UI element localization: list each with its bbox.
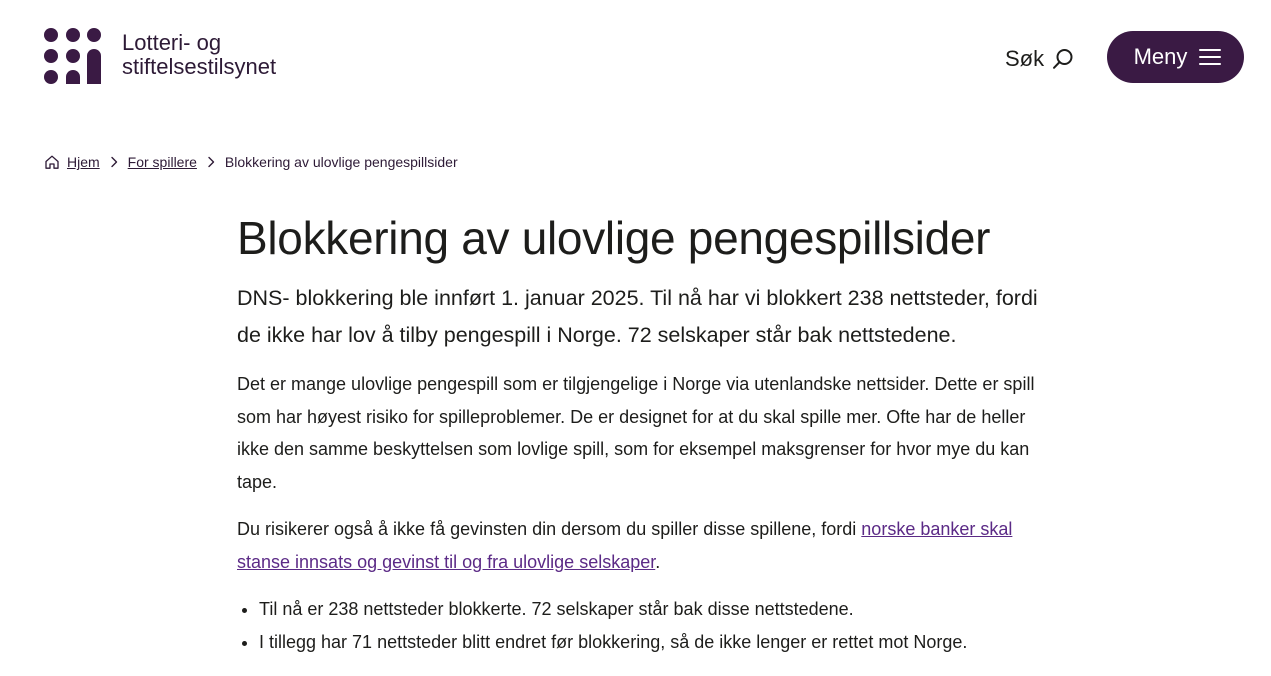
menu-label: Meny	[1133, 44, 1188, 69]
breadcrumb-link-for-spillere[interactable]: For spillere	[127, 154, 197, 170]
menu-button[interactable]	[1107, 31, 1244, 83]
article-paragraph-2	[237, 513, 1057, 578]
logo-wordmark	[122, 31, 276, 79]
breadcrumb-home	[44, 154, 100, 170]
site-header	[0, 0, 1271, 115]
search-icon	[1052, 48, 1074, 70]
article-ingress: DNS- blokkering ble innført 1. januar 2025. Til nå har vi blokkert 238 nettsteder, fordi de ikke har lov å tilby pengespill i Norge. 72 selskaper står bak nettstedene.	[237, 286, 1038, 347]
breadcrumb-current: Blokkering av ulovlige pengespillsider	[224, 154, 458, 170]
site-logo-link[interactable]	[44, 28, 276, 84]
paragraph-2-end: .	[655, 551, 661, 572]
article-paragraph-1: Det er mange ulovlige pengespill som er tilgjengelige i Norge via utenlandske nettsider. Dette er spill som har høyest risiko for spilleproblemer. De er designet for at du skal spille mer. Ofte har de heller ikke den samme beskyttelsen som lovlige spill, som for eksempel maksgrenser for hvor mye du kan tape.	[237, 374, 1035, 492]
banks-stop-bets-link[interactable]: norske banker skal stanse innsats og gevinst til og fra ulovlige selskaper	[237, 519, 1013, 572]
list-item: • Til nå er 238 nettsteder blokkerte. 72 selskaper står bak disse nettstedene.	[259, 593, 1057, 626]
chevron-right-icon	[110, 156, 118, 168]
chevron-right-icon	[207, 156, 215, 168]
breadcrumb	[44, 152, 458, 172]
page-title: Blokkering av ulovlige pengespillsider	[237, 212, 991, 264]
article	[237, 208, 1057, 658]
search-button[interactable]	[1005, 44, 1074, 74]
facts-list	[237, 593, 1057, 658]
paragraph-2-text: Du risikerer også å ikke få gevinsten din dersom du spiller disse spillene, fordi	[237, 519, 862, 539]
breadcrumb-link-home[interactable]: Hjem	[67, 154, 100, 170]
dots-logo-icon	[44, 28, 102, 84]
hamburger-icon	[1199, 48, 1221, 66]
search-label: Søk	[1005, 46, 1045, 71]
list-item: • I tillegg har 71 nettsteder blitt endret før blokkering, så de ikke lenger er rettet mot Norge.	[259, 626, 1057, 659]
logo-line-2: stiftelsestilsynet	[122, 54, 277, 79]
logo-line-1: Lotteri- og	[122, 30, 222, 55]
home-icon	[44, 154, 60, 170]
